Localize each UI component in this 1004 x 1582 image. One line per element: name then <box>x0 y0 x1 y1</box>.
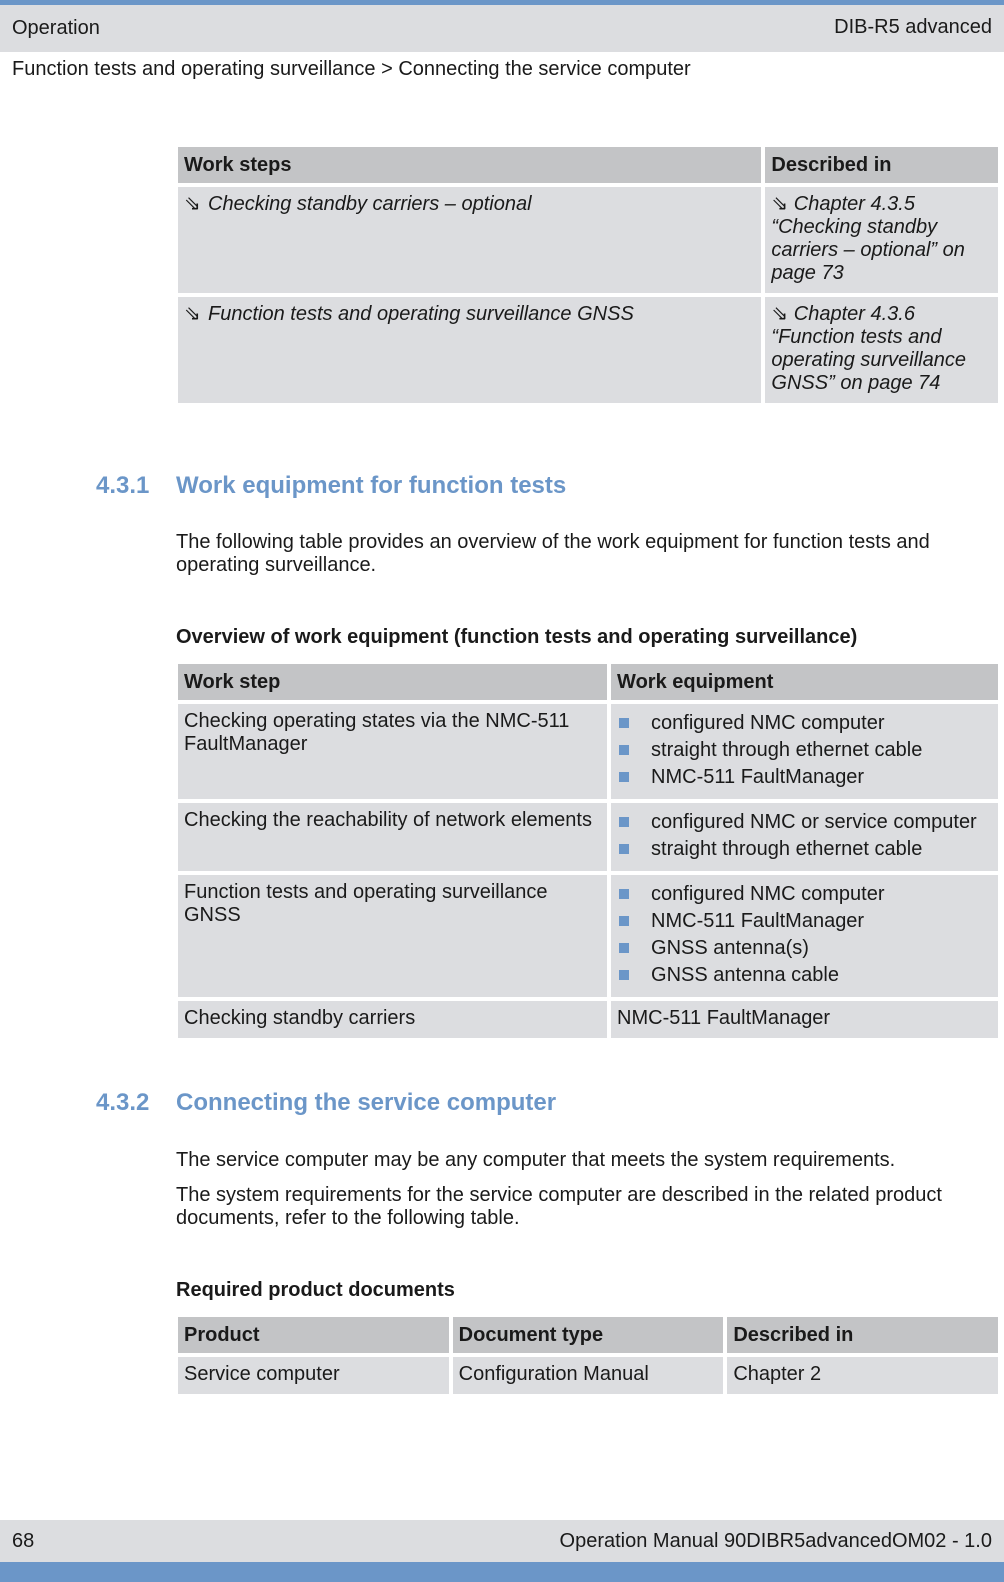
work-step-text: Checking standby carriers – optional <box>208 193 532 215</box>
work-step-cell: Checking the reachability of network elements <box>178 803 607 871</box>
header-section: Operation <box>12 17 100 39</box>
reference-text: Chapter 4.3.6 “Function tests and operating surveillance GNSS” on page 74 <box>771 303 966 394</box>
arrow-icon: ⇘ <box>771 303 794 325</box>
equipment-cell: NMC-511 FaultManager <box>611 1001 998 1038</box>
paragraph: The following table provides an overview of the work equipment for function tests and operating surveillance. <box>176 531 930 576</box>
page-header <box>0 5 1004 52</box>
product-cell: Service computer <box>178 1357 449 1394</box>
list-item: straight through ethernet cable <box>617 836 992 863</box>
table-caption: Overview of work equipment (function tests and operating surveillance) <box>176 626 858 648</box>
list-item: GNSS antenna(s) <box>617 935 992 962</box>
table-row <box>178 1001 998 1038</box>
table-row <box>178 187 998 293</box>
cross-reference-link[interactable] <box>765 297 998 403</box>
document-type-cell: Configuration Manual <box>453 1357 724 1394</box>
list-item: GNSS antenna cable <box>617 962 992 989</box>
column-header-described-in: Described in <box>765 147 998 183</box>
section-number: 4.3.1 <box>96 472 150 499</box>
bottom-accent-bar <box>0 1562 1004 1582</box>
equipment-list <box>617 710 992 791</box>
list-item: NMC-511 FaultManager <box>617 908 992 935</box>
section-title: Work equipment for function tests <box>176 472 567 499</box>
column-header-work-equipment: Work equipment <box>611 664 998 700</box>
section-number: 4.3.2 <box>96 1089 150 1116</box>
document-id: Operation Manual 90DIBR5advancedOM02 - 1.0 <box>559 1530 992 1552</box>
column-header-described-in: Described in <box>727 1317 998 1353</box>
paragraph: The system requirements for the service computer are described in the related product documents, refer to the following table. <box>176 1184 942 1229</box>
arrow-icon: ⇘ <box>184 303 201 325</box>
table-row <box>178 297 998 403</box>
list-item: configured NMC or service computer <box>617 809 992 836</box>
table-row <box>178 803 998 871</box>
column-header-document-type: Document type <box>453 1317 724 1353</box>
cross-reference-link[interactable] <box>765 187 998 293</box>
equipment-cell <box>611 875 998 997</box>
list-item: configured NMC computer <box>617 881 992 908</box>
paragraph: The service computer may be any computer that meets the system requirements. <box>176 1149 896 1171</box>
product-documents-table <box>174 1313 1002 1398</box>
equipment-list <box>617 881 992 989</box>
work-equipment-table <box>174 660 1002 1042</box>
work-step-cell <box>178 297 761 403</box>
arrow-icon: ⇘ <box>184 193 201 215</box>
table-row <box>178 704 998 799</box>
breadcrumb: Function tests and operating surveillance > Connecting the service computer <box>12 58 691 80</box>
header-product: DIB-R5 advanced <box>834 16 992 38</box>
work-step-cell <box>178 187 761 293</box>
work-step-text: Function tests and operating surveillance GNSS <box>208 303 634 325</box>
work-step-cell: Checking standby carriers <box>178 1001 607 1038</box>
equipment-cell <box>611 803 998 871</box>
table-row <box>178 875 998 997</box>
section-heading-4-3-1 <box>96 472 796 502</box>
list-item: straight through ethernet cable <box>617 737 992 764</box>
equipment-list <box>617 809 992 863</box>
equipment-cell <box>611 704 998 799</box>
section-title: Connecting the service computer <box>176 1089 557 1116</box>
column-header-work-steps: Work steps <box>178 147 761 183</box>
page-footer <box>0 1520 1004 1562</box>
table-caption: Required product documents <box>176 1279 455 1301</box>
list-item: configured NMC computer <box>617 710 992 737</box>
work-step-cell: Function tests and operating surveillance GNSS <box>178 875 607 997</box>
list-item: NMC-511 FaultManager <box>617 764 992 791</box>
work-steps-table <box>174 143 1002 407</box>
work-step-cell: Checking operating states via the NMC-511 FaultManager <box>178 704 607 799</box>
column-header-work-step: Work step <box>178 664 607 700</box>
table-row <box>178 1357 998 1394</box>
column-header-product: Product <box>178 1317 449 1353</box>
section-heading-4-3-2 <box>96 1089 796 1119</box>
described-in-cell: Chapter 2 <box>727 1357 998 1394</box>
reference-text: Chapter 4.3.5 “Checking standby carriers – optional” on page 73 <box>771 193 965 284</box>
arrow-icon: ⇘ <box>771 193 794 215</box>
page-number: 68 <box>12 1530 35 1552</box>
